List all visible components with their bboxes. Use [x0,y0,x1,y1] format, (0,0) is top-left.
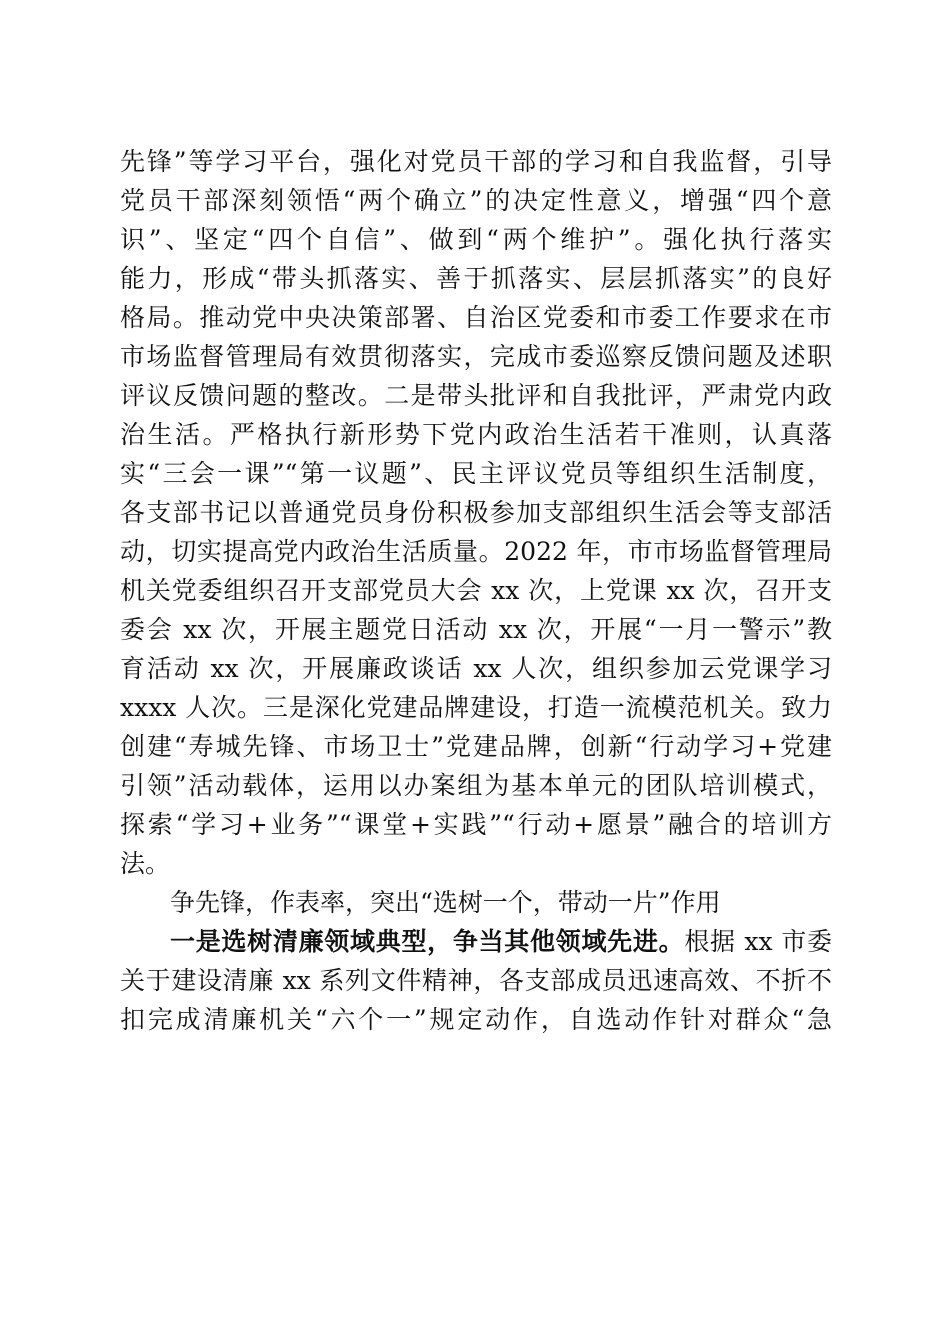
paragraph-2 [120,922,832,1039]
text-line: 探索“学习+业务”“课堂+实践”“行动+愿景”融合的培训方 [120,810,832,839]
text-line: 能力，形成“带头抓落实、善于抓落实、层层抓落实”的良好 [120,264,832,293]
text-line [120,922,832,961]
text-line: xxxx 人次。三是深化党建品牌建设，打造一流模范机关。致力 [120,693,832,722]
text-line: 识”、坚定“四个自信”、做到“两个维护”。强化执行落实 [120,225,832,254]
text-line: 格局。推动党中央决策部署、自治区党委和市委工作要求在市 [120,303,832,332]
text-line: 法。 [120,849,171,878]
text-line: 实“三会一课”“第一议题”、民主评议党员等组织生活制度， [120,459,832,488]
text-span: 根据 xx 市委 [684,927,832,956]
text-line: 党员干部深刻领悟“两个确立”的决定性意义，增强“四个意 [120,186,832,215]
document-body [120,142,832,1039]
text-line: 动，切实提高党内政治生活质量。2022 年，市市场监督管理局 [120,537,832,566]
paragraph-1 [120,142,832,883]
text-line: 引领”活动载体，运用以办案组为基本单元的团队培训模式， [120,771,832,800]
text-line: 先锋”等学习平台，强化对党员干部的学习和自我监督，引导 [120,147,832,176]
bold-lead-text: 一是选树清廉领域典型，争当其他领域先进。 [170,927,685,956]
text-line: 关于建设清廉 xx 系列文件精神，各支部成员迅速高效、不折不 [120,966,832,995]
text-line: 扣完成清廉机关“六个一”规定动作，自选动作针对群众“急 [120,1005,832,1034]
section-heading: 争先锋，作表率，突出“选树一个，带动一片”作用 [170,888,721,917]
text-line: 创建“寿城先锋、市场卫士”党建品牌，创新“行动学习+党建 [120,732,832,761]
text-line: 市场监督管理局有效贯彻落实，完成市委巡察反馈问题及述职 [120,342,832,371]
text-line: 评议反馈问题的整改。二是带头批评和自我批评，严肃党内政 [120,381,832,410]
text-line: 机关党委组织召开支部党员大会 xx 次，上党课 xx 次，召开支 [120,576,832,605]
text-line: 治生活。严格执行新形势下党内政治生活若干准则，认真落 [120,420,832,449]
text-line: 各支部书记以普通党员身份积极参加支部组织生活会等支部活 [120,498,832,527]
text-line: 育活动 xx 次，开展廉政谈话 xx 人次，组织参加云党课学习 [120,654,832,683]
text-line: 委会 xx 次，开展主题党日活动 xx 次，开展“一月一警示”教 [120,615,832,644]
